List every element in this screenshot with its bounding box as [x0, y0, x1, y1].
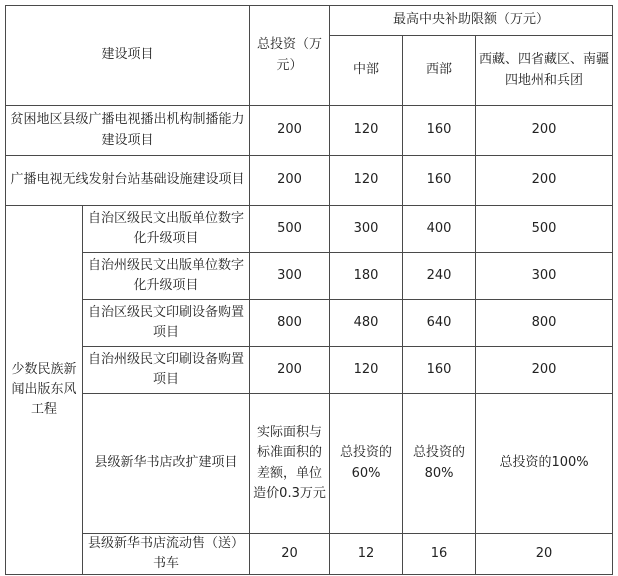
row-west: 160	[403, 156, 476, 206]
header-central: 中部	[330, 36, 403, 106]
row-name: 县级新华书店流动售（送）书车	[83, 534, 250, 575]
row-tibet: 200	[476, 106, 613, 156]
row-central: 120	[330, 156, 403, 206]
subsidy-table	[5, 5, 613, 575]
row-west: 240	[403, 253, 476, 300]
row-total: 200	[250, 156, 330, 206]
row-central: 300	[330, 206, 403, 253]
row-tibet: 300	[476, 253, 613, 300]
row-name: 县级新华书店改扩建项目	[83, 394, 250, 534]
table-row	[6, 206, 613, 253]
row-west: 总投资的80%	[403, 394, 476, 534]
row-name: 自治区级民文出版单位数字化升级项目	[83, 206, 250, 253]
row-tibet: 800	[476, 300, 613, 347]
row-central: 120	[330, 347, 403, 394]
header-subsidy-group: 最高中央补助限额（万元）	[330, 6, 613, 36]
row-tibet: 200	[476, 347, 613, 394]
table-row	[6, 534, 613, 575]
row-total: 200	[250, 106, 330, 156]
header-total-invest: 总投资（万元）	[250, 6, 330, 106]
row-west: 160	[403, 106, 476, 156]
row-central: 480	[330, 300, 403, 347]
row-total: 200	[250, 347, 330, 394]
row-west: 160	[403, 347, 476, 394]
row-name: 自治州级民文出版单位数字化升级项目	[83, 253, 250, 300]
row-name: 自治州级民文印刷设备购置项目	[83, 347, 250, 394]
row-west: 400	[403, 206, 476, 253]
row-tibet: 500	[476, 206, 613, 253]
row-central: 总投资的60%	[330, 394, 403, 534]
table-row	[6, 253, 613, 300]
table-row	[6, 347, 613, 394]
header-project: 建设项目	[6, 6, 250, 106]
row-name: 自治区级民文印刷设备购置项目	[83, 300, 250, 347]
table-row	[6, 300, 613, 347]
table-row	[6, 394, 613, 534]
row-tibet: 20	[476, 534, 613, 575]
row-central: 180	[330, 253, 403, 300]
row-central: 120	[330, 106, 403, 156]
row-west: 640	[403, 300, 476, 347]
table-row	[6, 156, 613, 206]
row-name: 贫困地区县级广播电视播出机构制播能力建设项目	[6, 106, 250, 156]
row-total: 300	[250, 253, 330, 300]
row-total: 800	[250, 300, 330, 347]
row-total: 20	[250, 534, 330, 575]
header-west: 西部	[403, 36, 476, 106]
row-west: 16	[403, 534, 476, 575]
row-total: 实际面积与标准面积的差额，单位造价0.3万元	[250, 394, 330, 534]
row-tibet: 200	[476, 156, 613, 206]
table-row	[6, 106, 613, 156]
header-tibet: 西藏、四省藏区、南疆四地州和兵团	[476, 36, 613, 106]
row-tibet: 总投资的100%	[476, 394, 613, 534]
row-total: 500	[250, 206, 330, 253]
group-label: 少数民族新闻出版东风工程	[6, 206, 83, 575]
row-name: 广播电视无线发射台站基础设施建设项目	[6, 156, 250, 206]
row-central: 12	[330, 534, 403, 575]
